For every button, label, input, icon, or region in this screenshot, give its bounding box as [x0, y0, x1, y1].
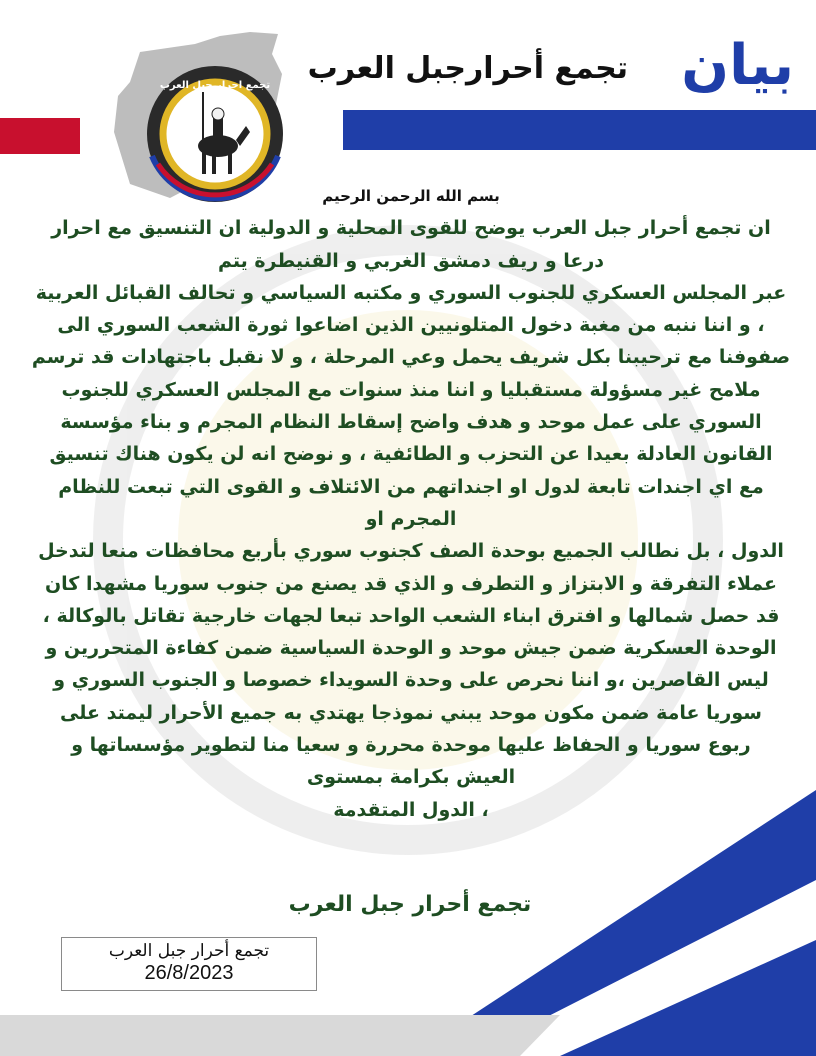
statement-body: [26, 180, 796, 826]
statement-line: الدول ، بل نطالب الجميع بوحدة الصف كجنوب سوري بأربع محافظات منعا لتدخل: [38, 540, 784, 563]
basmala: بسم الله الرحمن الرحيم: [322, 187, 500, 205]
statement-line: العيش بكرامة بمستوى: [306, 766, 516, 789]
date-box: [61, 937, 317, 991]
statement-line: المجرم او: [365, 507, 457, 530]
statement-line: درعا و ريف دمشق الغربي و القنيطرة يتم: [217, 249, 605, 272]
header-red-bar: [0, 118, 80, 154]
statement-line: ان تجمع أحرار جبل العرب يوضح للقوى المحلية و الدولية ان التنسيق مع احرار: [51, 217, 771, 240]
corner-grey-shape: [0, 1015, 560, 1056]
statement-line: مع اي اجندات تابعة لدول او اجنداتهم من الائتلاف و القوى التي تبعت للنظام: [58, 475, 764, 498]
statement-line: السوري على عمل موحد و هدف واضح إسقاط النظام المجرم و بناء مؤسسة: [60, 411, 762, 434]
signature: تجمع أحرار جبل العرب: [288, 892, 532, 917]
statement-line: ربوع سوريا و الحفاظ عليها موحدة محررة و سعيا منا لتطوير مؤسساتها و: [71, 734, 751, 757]
statement-line: ، الدول المتقدمة: [333, 798, 489, 821]
statement-line: الوحدة العسكرية ضمن جيش موحد و الوحدة السياسية ضمن كفاءة المتحررين و: [45, 637, 777, 660]
logo-ring-text: تجمع احرار جبل العرب: [159, 80, 271, 91]
statement-line: القانون العادلة بعيدا عن التحزب و الطائفية ، و نوضح انه لن يكون هناك تنسيق: [49, 443, 773, 466]
statement-line: ملامح غير مسؤولة مستقبليا و اننا منذ سنوات مع المجلس العسكري للجنوب: [61, 378, 761, 401]
statement-line: عبر المجلس العسكري للجنوب السوري و مكتبه السياسي و تحالف القبائل العربية: [35, 281, 787, 304]
statement-line: عملاء التفرقة و الابتزاز و التطرف و الذي قد يصنع من جنوب سوريا مشهدا كان: [44, 572, 778, 595]
header-blue-bar: [343, 110, 816, 150]
statement-line: سوريا عامة ضمن مكون موحد يبني نموذجا يهتدي به جميع الأحرار ليمتد على: [60, 701, 762, 724]
statement-line: قد حصل شمالها و افترق ابناء الشعب الواحد تبعا لجهات خارجية تقاتل بالوكالة ،: [42, 604, 780, 627]
statement-title: بيان: [681, 33, 794, 98]
statement-line: صفوفنا مع ترحيبنا بكل شريف يحمل وعي المرحلة ، و لا نقبل باجتهادات قد ترسم: [31, 346, 791, 369]
statement-date: 26/8/2023: [144, 962, 234, 984]
date-box-org: تجمع أحرار جبل العرب: [108, 941, 270, 961]
statement-line: ، و اننا ننبه من مغبة دخول المتلونيين الذين اضاعوا ثورة الشعب السوري الى: [57, 314, 765, 337]
statement-line: ليس القاصرين ،و اننا نحرص على وحدة السويداء خصوصا و الجنوب السوري و: [53, 669, 769, 692]
organization-title: تجمع أحرارجبل العرب: [307, 51, 628, 86]
